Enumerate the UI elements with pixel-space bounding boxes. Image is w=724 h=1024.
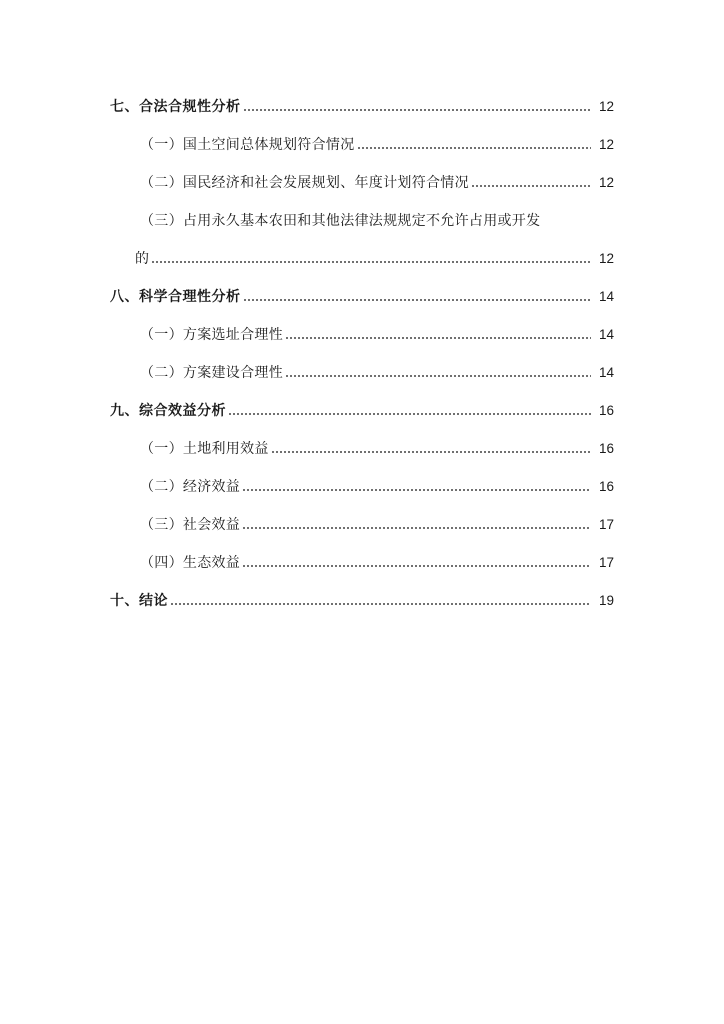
toc-entry-title: 九、综合效益分析 — [110, 403, 226, 419]
toc-entry-9-1[interactable] — [0, 438, 724, 460]
toc-page-number: 16 — [598, 441, 614, 456]
toc-entry-section-9[interactable] — [0, 400, 724, 422]
toc-entry-title: （一）方案选址合理性 — [140, 327, 283, 343]
toc-leader-dots — [471, 183, 591, 189]
toc-page-number: 12 — [598, 175, 614, 190]
toc-entry-9-4[interactable] — [0, 552, 724, 574]
toc-leader-dots — [228, 411, 591, 417]
toc-leader-dots — [151, 259, 591, 265]
toc-entry-8-1[interactable] — [0, 324, 724, 346]
toc-entry-title: （一）国土空间总体规划符合情况 — [140, 137, 355, 153]
toc-page-number: 14 — [598, 365, 614, 380]
toc-entry-7-2[interactable] — [0, 172, 724, 194]
toc-leader-dots — [285, 335, 591, 341]
toc-leader-dots — [243, 107, 592, 113]
toc-page-number: 12 — [598, 99, 614, 114]
toc-entry-title: （二）国民经济和社会发展规划、年度计划符合情况 — [140, 175, 469, 191]
toc-page-number: 17 — [598, 517, 614, 532]
toc-entry-7-3[interactable] — [0, 210, 724, 232]
toc-entry-section-10[interactable] — [0, 590, 724, 612]
toc-entry-title: 七、合法合规性分析 — [110, 99, 241, 115]
toc-entry-9-2[interactable] — [0, 476, 724, 498]
toc-page-number: 16 — [598, 479, 614, 494]
toc-leader-dots — [242, 525, 591, 531]
toc-leader-dots — [170, 601, 591, 607]
toc-leader-dots — [271, 449, 591, 455]
toc-page-number: 12 — [598, 137, 614, 152]
toc-page-number: 16 — [598, 403, 614, 418]
toc-entry-8-2[interactable] — [0, 362, 724, 384]
toc-page-number: 12 — [598, 251, 614, 266]
toc-leader-dots — [285, 373, 591, 379]
toc-leader-dots — [242, 487, 591, 493]
toc-entry-7-1[interactable] — [0, 134, 724, 156]
toc-page-number: 14 — [598, 327, 614, 342]
toc-page-number: 19 — [598, 593, 614, 608]
toc-leader-dots — [243, 297, 592, 303]
toc-entry-title: （四）生态效益 — [140, 555, 241, 571]
toc-leader-dots — [242, 563, 591, 569]
toc-entry-title: （二）经济效益 — [140, 479, 241, 495]
toc-entry-7-3-continued[interactable] — [0, 248, 724, 270]
toc-leader-dots — [357, 145, 592, 151]
toc-entry-title: 的 — [135, 251, 150, 267]
toc-entry-9-3[interactable] — [0, 514, 724, 536]
toc-entry-section-7[interactable] — [0, 96, 724, 118]
toc-entry-title: （三）社会效益 — [140, 517, 241, 533]
toc-entry-title: （三）占用永久基本农田和其他法律法规规定不允许占用或开发 — [140, 213, 541, 229]
toc-page-number: 14 — [598, 289, 614, 304]
toc-entry-section-8[interactable] — [0, 286, 724, 308]
toc-entry-title: （一）土地利用效益 — [140, 441, 269, 457]
toc-entry-title: 十、结论 — [110, 593, 168, 609]
toc-page-number: 17 — [598, 555, 614, 570]
toc-entry-title: 八、科学合理性分析 — [110, 289, 241, 305]
toc-entry-title: （二）方案建设合理性 — [140, 365, 283, 381]
